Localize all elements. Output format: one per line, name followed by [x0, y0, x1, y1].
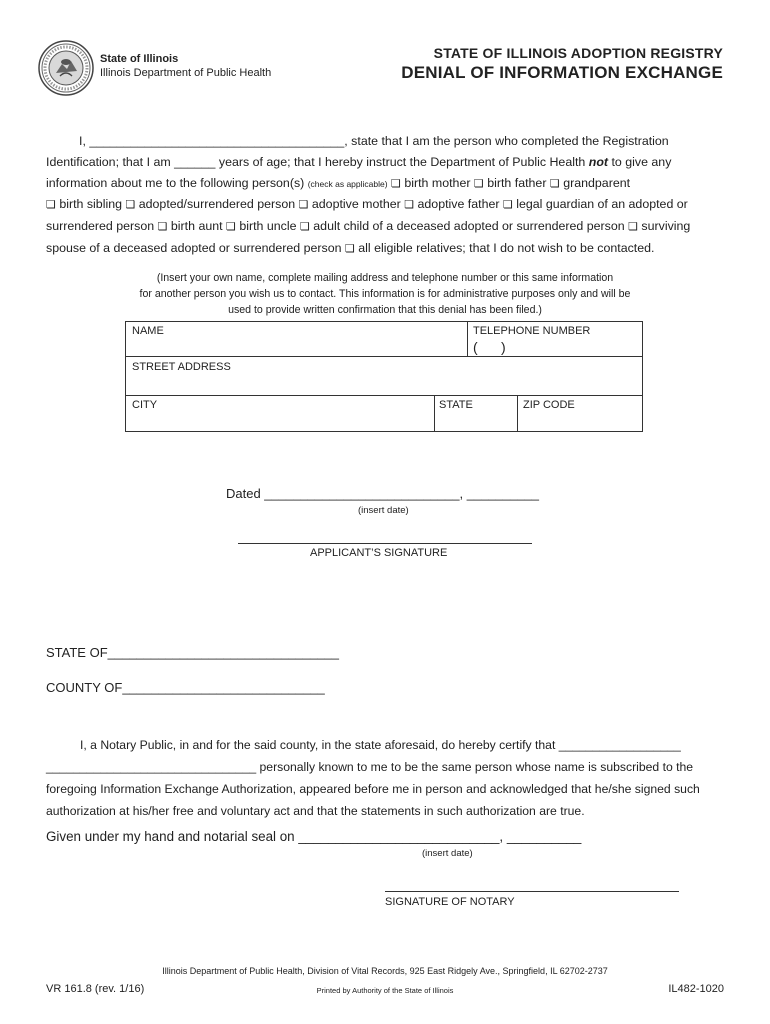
state-field[interactable]: STATE: [439, 399, 473, 411]
notary-paragraph: [46, 734, 736, 822]
option-adult-child: adult child of a deceased adopted or surrendered person: [309, 219, 629, 234]
checkbox-icon[interactable]: ❏: [549, 177, 560, 190]
notary-line-4: authorization at his/her free and voluntary act and that the statements in such authorization are true.: [46, 804, 585, 818]
statement-line-4: [46, 194, 730, 216]
table-divider: [126, 395, 642, 396]
street-address-field[interactable]: STREET ADDRESS: [132, 361, 231, 373]
area-code-parens: ( ): [473, 339, 506, 355]
option-surviving-spouse-cont: spouse of a deceased adopted or surrendered person: [46, 240, 345, 255]
statement-text: to give any: [608, 154, 672, 169]
contact-instructions: [110, 270, 660, 318]
illinois-seal-icon: [38, 40, 94, 96]
table-divider: [467, 322, 468, 356]
applicant-signature-label: APPLICANT’S SIGNATURE: [310, 547, 448, 559]
option-adopted-surrendered-person: adopted/surrendered person: [135, 197, 299, 212]
emphasis-not: not: [588, 154, 609, 169]
il-form-number: IL482-1020: [668, 983, 724, 995]
notary-line-1: I, a Notary Public, in and for the said county, in the state aforesaid, do hereby certify that __________________: [80, 738, 681, 752]
name-field[interactable]: NAME: [132, 325, 164, 337]
checkbox-icon[interactable]: ❏: [157, 221, 168, 234]
checkbox-icon[interactable]: ❏: [502, 199, 513, 212]
insert-date-hint: (insert date): [422, 848, 473, 859]
zip-code-field[interactable]: ZIP CODE: [523, 399, 575, 411]
option-birth-father: birth father: [483, 175, 550, 190]
county-of-field[interactable]: COUNTY OF____________________________: [46, 680, 325, 695]
check-as-applicable-note: (check as applicable): [307, 178, 388, 189]
form-title: DENIAL OF INFORMATION EXCHANGE: [401, 63, 723, 82]
footer-address: Illinois Department of Public Health, Division of Vital Records, 925 East Ridgely Ave., Springfield, IL 62702-2737: [162, 966, 608, 976]
option-birth-mother: birth mother: [400, 175, 474, 190]
instructions-line-2: for another person you wish us to contact. This information is for administrative purposes only and will be: [139, 288, 631, 300]
city-field[interactable]: CITY: [132, 399, 158, 411]
option-legal-guardian-cont: surrendered person: [46, 219, 158, 234]
printed-by-note: Printed by Authority of the State of Illinois: [316, 986, 454, 995]
dated-field[interactable]: Dated ___________________________, __________: [226, 486, 540, 501]
insert-date-hint: (insert date): [358, 505, 409, 516]
state-of-field[interactable]: STATE OF________________________________: [46, 645, 339, 660]
statement-line-6: [46, 238, 730, 260]
checkbox-icon[interactable]: ❏: [125, 199, 136, 212]
option-birth-uncle: birth uncle: [235, 219, 300, 234]
option-adoptive-father: adoptive father: [414, 197, 503, 212]
instructions-line-1: (Insert your own name, complete mailing address and telephone number or this same information: [156, 272, 614, 284]
checkbox-icon[interactable]: ❏: [404, 199, 415, 212]
table-divider: [126, 356, 642, 357]
registry-title: STATE OF ILLINOIS ADOPTION REGISTRY: [433, 45, 723, 61]
notarial-seal-date-field[interactable]: Given under my hand and notarial seal on ___________________________, __________: [46, 829, 582, 844]
option-surviving-spouse: surviving: [637, 219, 691, 234]
checkbox-icon[interactable]: ❏: [299, 221, 310, 234]
instructions-line-3: used to provide written confirmation that this denial has been filed.): [228, 304, 542, 316]
statement-line-3: [46, 173, 730, 195]
form-number: VR 161.8 (rev. 1/16): [46, 983, 145, 995]
option-legal-guardian: legal guardian of an adopted or: [512, 197, 688, 212]
option-grandparent: grandparent: [559, 175, 631, 190]
option-adoptive-mother: adoptive mother: [308, 197, 405, 212]
statement-line-2: [46, 152, 730, 173]
statement-text: Identification; that I am ______ years of age; that I hereby instruct the Department of Public Health: [46, 154, 589, 169]
agency-state: State of Illinois: [100, 53, 179, 65]
table-divider: [517, 395, 518, 432]
statement-line-1: I, _____________________________________, state that I am the person who completed the Registration: [79, 134, 669, 148]
notary-line-2: _______________________________ personally known to me to be the same person whose name is subscribed to the: [46, 760, 694, 774]
checkbox-icon[interactable]: ❏: [226, 221, 236, 234]
checkbox-icon[interactable]: ❏: [391, 177, 401, 190]
notary-signature-label: SIGNATURE OF NOTARY: [385, 896, 515, 908]
checkbox-icon[interactable]: ❏: [344, 242, 355, 255]
applicant-signature-line[interactable]: [238, 543, 532, 544]
statement-line-5: [46, 216, 730, 238]
option-birth-sibling: birth sibling: [55, 197, 126, 212]
agency-department: Illinois Department of Public Health: [100, 67, 272, 79]
statement-text: information about me to the following person(s): [46, 175, 308, 190]
contact-table: [125, 321, 643, 432]
telephone-field[interactable]: TELEPHONE NUMBER: [473, 325, 591, 337]
option-all-eligible-relatives: all eligible relatives; that I do not wish to be contacted.: [354, 240, 655, 255]
checkbox-icon[interactable]: ❏: [473, 177, 484, 190]
checkbox-icon[interactable]: ❏: [298, 199, 309, 212]
checkbox-icon[interactable]: ❏: [46, 199, 56, 212]
option-birth-aunt: birth aunt: [167, 219, 227, 234]
checkbox-icon[interactable]: ❏: [628, 221, 638, 234]
notary-line-3: foregoing Information Exchange Authorization, appeared before me in person and acknowledged that he/she signed such: [46, 782, 700, 796]
statement-paragraph: [46, 131, 730, 260]
table-divider: [434, 395, 435, 432]
notary-signature-line[interactable]: [385, 891, 679, 892]
